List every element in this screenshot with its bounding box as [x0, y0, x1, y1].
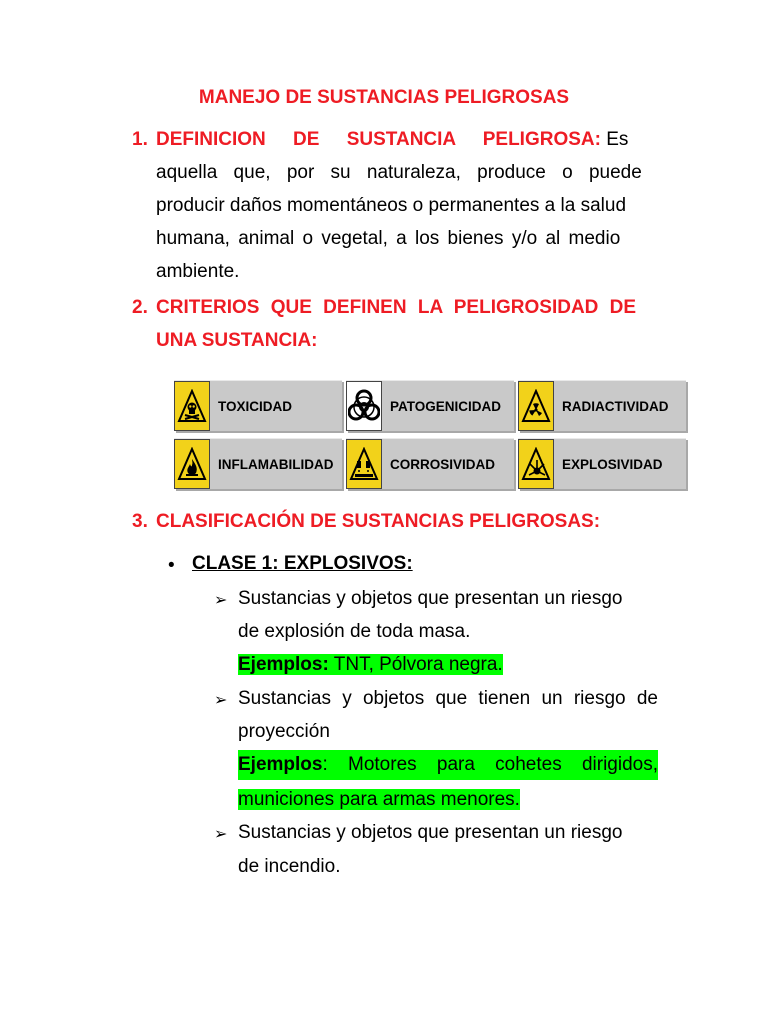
item-3-line1: Sustancias y objetos que presentan un riesgo [238, 822, 623, 843]
hazard-card-pathogenicity [346, 380, 514, 431]
examples-label: Ejemplos [238, 754, 323, 775]
item-2-line2: proyección [238, 721, 330, 742]
section-1-line [156, 156, 658, 189]
item-1-examples [238, 648, 503, 681]
class-1-bullet: • [168, 555, 175, 576]
hazard-card-radioactivity [518, 380, 686, 431]
arrow-bullet-icon: ➢ [214, 692, 228, 709]
hazard-label: CORROSIVIDAD [390, 456, 496, 472]
corrosive-icon [346, 439, 382, 489]
section-3-number: 3. [132, 511, 148, 532]
section-2-heading-line2: UNA SUSTANCIA: [156, 330, 318, 351]
hazard-card-toxicity [174, 380, 342, 431]
item-2-examples-line1 [238, 750, 658, 780]
radiation-icon [518, 381, 554, 431]
skull-crossbones-icon [174, 381, 210, 431]
section-1-heading: DEFINICION DE SUSTANCIA PELIGROSA: [156, 129, 601, 150]
section-1-line-text: aquella que, por su naturaleza, produce o puede [156, 162, 642, 183]
flame-icon [174, 439, 210, 489]
section-1-body [156, 123, 658, 288]
arrow-bullet-icon: ➢ [214, 826, 228, 843]
section-1-line-text: humana, animal o vegetal, a los bienes y/o al medio [156, 228, 621, 249]
section-1-line-text: producir daños momentáneos o permanentes a la salud [156, 195, 627, 216]
examples-text: TNT, Pólvora negra. [328, 654, 503, 675]
section-3-heading: CLASIFICACIÓN DE SUSTANCIAS PELIGROSAS: [156, 511, 601, 532]
item-1-line1: Sustancias y objetos que presentan un riesgo [238, 588, 623, 609]
section-1-line-text: ambiente. [156, 261, 240, 282]
section-1-number: 1. [132, 129, 148, 150]
hazard-label: TOXICIDAD [218, 398, 293, 414]
biohazard-icon [346, 381, 382, 431]
section-2-heading [156, 291, 658, 357]
hazard-card-corrosivity [346, 438, 514, 489]
item-3-line2: de incendio. [238, 856, 341, 877]
page-title-text: MANEJO DE SUSTANCIAS PELIGROSAS [198, 87, 570, 108]
section-1-first-word: Es [606, 129, 629, 150]
hazard-label: EXPLOSIVIDAD [562, 456, 663, 472]
hazard-label: INFLAMABILIDAD [218, 456, 334, 472]
section-2-number: 2. [132, 297, 148, 318]
arrow-bullet-icon: ➢ [214, 592, 228, 609]
item-1-line2: de explosión de toda masa. [238, 621, 471, 642]
explosion-icon [518, 439, 554, 489]
hazard-card-explosivity [518, 438, 686, 489]
examples-label: Ejemplos: [238, 654, 329, 675]
hazard-label: RADIACTIVIDAD [562, 398, 669, 414]
item-2-examples-line2 [238, 783, 520, 816]
section-1-first-line [156, 123, 658, 156]
hazard-card-flammability [174, 438, 342, 489]
examples-text: : Motores para cohetes dirigidos, [322, 754, 658, 775]
examples-text: municiones para armas menores. [238, 789, 520, 810]
section-1-line [156, 222, 658, 255]
section-1-line [156, 189, 658, 222]
item-2-line1: Sustancias y objetos que tienen un riesgo de [238, 688, 658, 709]
page-title [0, 84, 768, 112]
section-1-line [156, 255, 658, 288]
hazard-label: PATOGENICIDAD [390, 398, 502, 414]
class-1-heading: CLASE 1: EXPLOSIVOS: [192, 553, 413, 574]
section-2-heading-line1: CRITERIOS QUE DEFINEN LA PELIGROSIDAD DE [156, 297, 637, 318]
